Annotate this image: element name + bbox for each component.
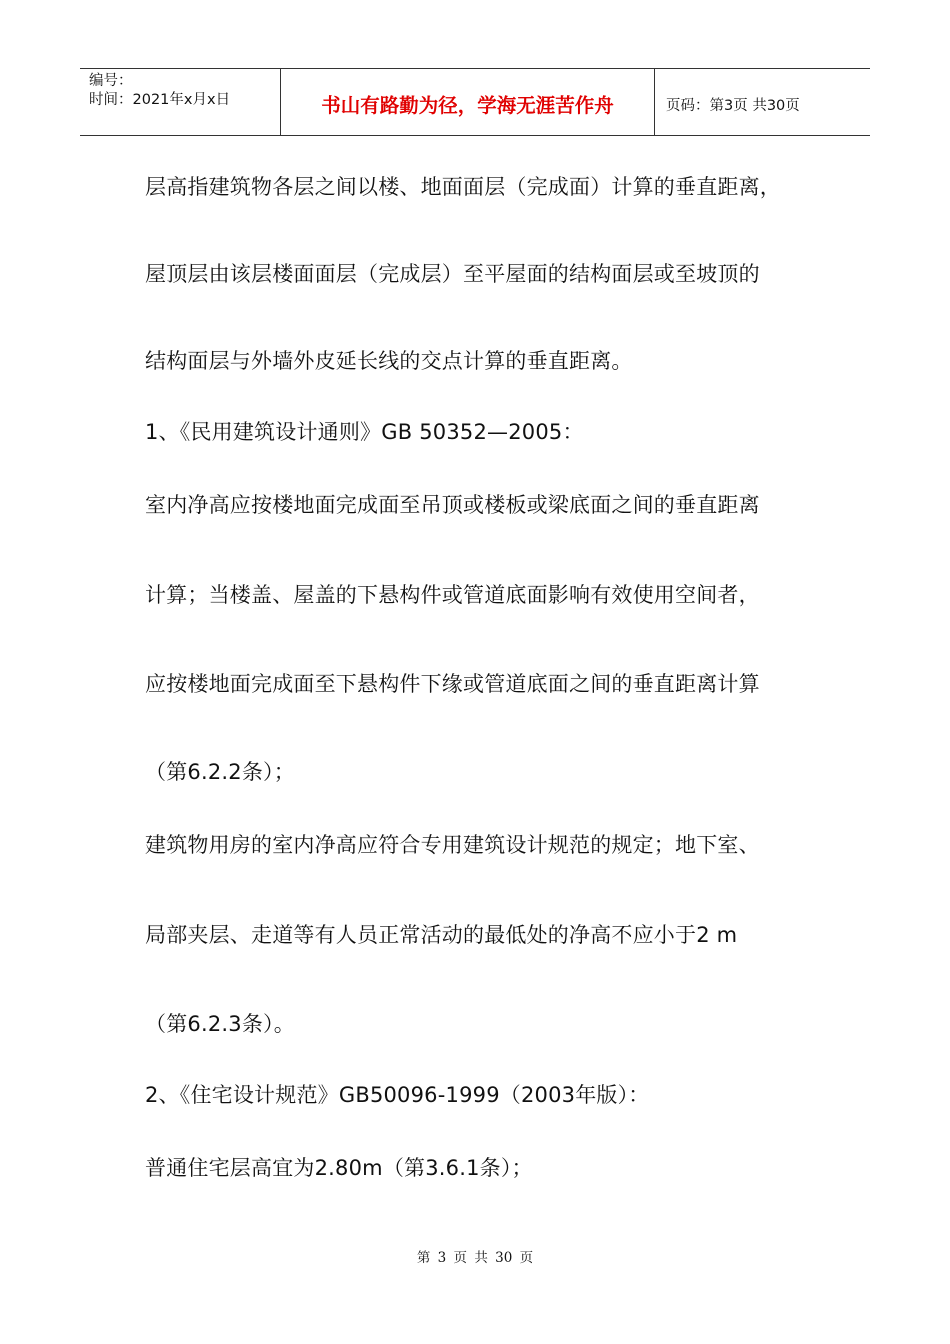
document-number-label: 编号： <box>89 73 133 89</box>
header-motto: 书山有路勤为径，学海无涯苦作舟 <box>281 69 655 135</box>
body-line: 室内净高应按楼地面完成面至吊顶或楼板或梁底面之间的垂直距离 <box>145 493 760 517</box>
page-header <box>80 68 870 136</box>
section-heading: 2、《住宅设计规范》GB50096-1999（2003年版）： <box>145 1083 650 1107</box>
body-line: 屋顶层由该层楼面面层（完成层）至平屋面的结构面层或至坡顶的 <box>145 262 760 286</box>
body-line: （第6.2.2条）； <box>145 760 295 784</box>
body-line: 计算；当楼盖、屋盖的下悬构件或管道底面影响有效使用空间者， <box>145 583 760 607</box>
document-date-label: 时间：2021年x月x日 <box>89 92 231 108</box>
header-page-info: 页码：第3页 共30页 <box>666 97 800 114</box>
body-line: 应按楼地面完成面至下悬构件下缘或管道底面之间的垂直距离计算 <box>145 672 760 696</box>
body-line: （第6.2.3条）。 <box>145 1012 295 1036</box>
section-heading: 1、《民用建筑设计通则》GB 50352—2005： <box>145 420 584 444</box>
page-footer: 第 3 页 共 30 页 <box>416 1250 534 1266</box>
body-line: 结构面层与外墙外皮延长线的交点计算的垂直距离。 <box>145 349 633 373</box>
body-line: 普通住宅层高宜为2.80m（第3.6.1条）； <box>145 1156 533 1180</box>
body-line: 层高指建筑物各层之间以楼、地面面层（完成面）计算的垂直距离， <box>145 175 781 199</box>
body-line: 建筑物用房的室内净高应符合专用建筑设计规范的规定；地下室、 <box>145 833 760 857</box>
body-line: 局部夹层、走道等有人员正常活动的最低处的净高不应小于2 m <box>145 923 738 947</box>
header-meta <box>80 69 281 135</box>
